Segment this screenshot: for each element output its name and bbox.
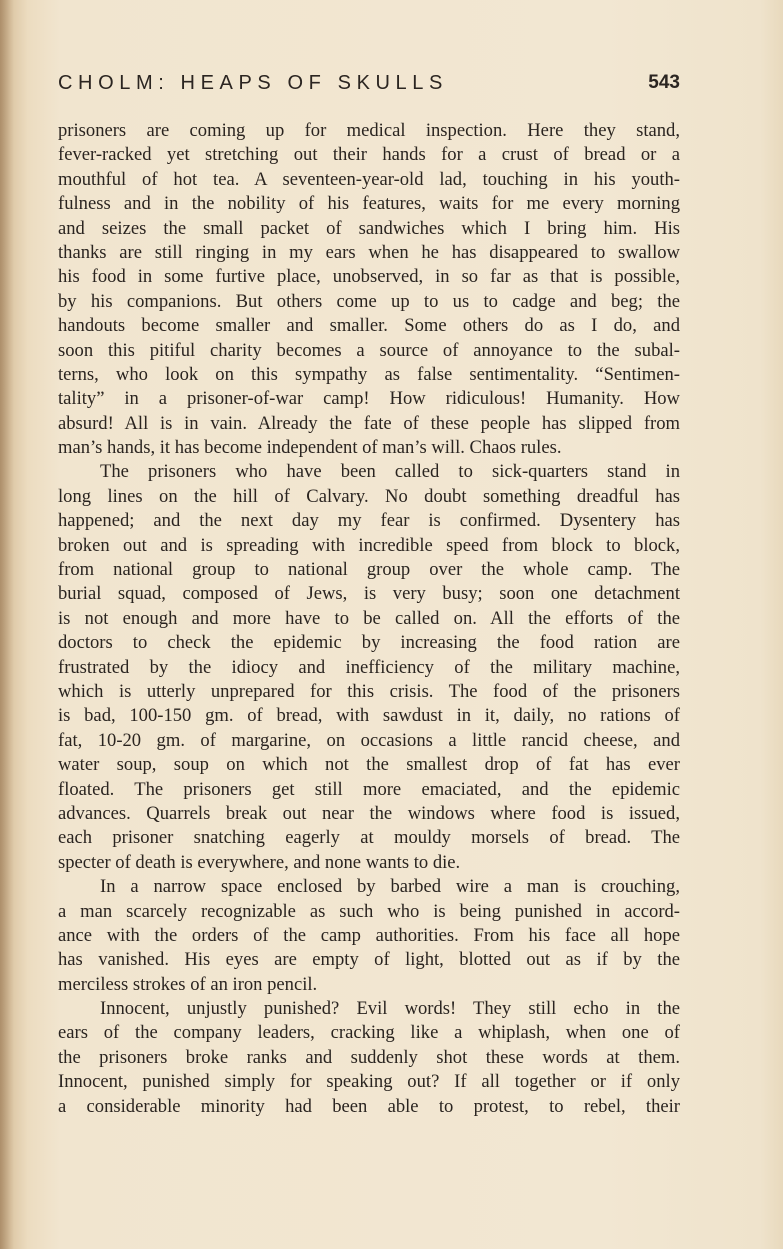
text-line: happened; and the next day my fear is confirmed. Dysentery has [58,510,680,532]
body-text [58,119,680,1119]
text-line: thanks are still ringing in my ears when he has disappeared to swallow [58,241,680,263]
text-line: mouthful of hot tea. A seventeen-year-old lad, touching in his youth- [58,168,680,190]
text-line: his food in some furtive place, unobserved, in so far as that is possible, [58,266,680,288]
text-line: fat, 10-20 gm. of margarine, on occasions a little rancid cheese, and [58,729,680,751]
text-line: long lines on the hill of Calvary. No doubt something dreadful has [58,485,680,507]
text-line: is bad, 100-150 gm. of bread, with sawdust in it, daily, no rations of [58,705,680,727]
text-line: burial squad, composed of Jews, is very busy; soon one detachment [58,583,680,605]
spine-shadow [0,0,14,1249]
text-line: has vanished. His eyes are empty of light, blotted out as if by the [58,949,680,971]
text-line: handouts become smaller and smaller. Some others do as I do, and [58,315,680,337]
text-line: by his companions. But others come up to us to cadge and beg; the [58,290,680,312]
text-line: from national group to national group over the whole camp. The [58,559,680,581]
text-line: fulness and in the nobility of his features, waits for me every morning [58,193,680,215]
text-line: a man scarcely recognizable as such who is being punished in accord- [58,900,680,922]
paragraph-first-line: The prisoners who have been called to sick-quarters stand in [100,461,680,483]
text-line: advances. Quarrels break out near the windows where food is issued, [58,802,680,824]
text-line: ance with the orders of the camp authorities. From his face all hope [58,924,680,946]
text-line: and seizes the small packet of sandwiches which I bring him. His [58,217,680,239]
text-line: which is utterly unprepared for this crisis. The food of the prisoners [58,680,680,702]
text-line: Innocent, punished simply for speaking out? If all together or if only [58,1071,680,1093]
paragraph-first-line: Innocent, unjustly punished? Evil words! They still echo in the [100,998,680,1020]
text-line: fever-racked yet stretching out their hands for a crust of bread or a [58,144,680,166]
text-line: the prisoners broke ranks and suddenly shot these words at them. [58,1046,680,1068]
text-line: soon this pitiful charity becomes a source of annoyance to the subal- [58,339,680,361]
paragraph-last-line: specter of death is everywhere, and none wants to die. [58,851,461,873]
text-line: a considerable minority had been able to protest, to rebel, their [58,1095,680,1117]
text-line: tality” in a prisoner-of-war camp! How ridiculous! Humanity. How [58,388,680,410]
text-line: is not enough and more have to be called on. All the efforts of the [58,607,680,629]
paragraph-last-line: merciless strokes of an iron pencil. [58,973,318,995]
text-line: water soup, soup on which not the smallest drop of fat has ever [58,754,680,776]
text-line: floated. The prisoners get still more emaciated, and the epidemic [58,778,680,800]
text-line: doctors to check the epidemic by increasing the food ration are [58,632,680,654]
page-header [58,72,680,100]
text-line: broken out and is spreading with incredible speed from block to block, [58,534,680,556]
text-line: ears of the company leaders, cracking like a whiplash, when one of [58,1022,680,1044]
page-number: 543 [648,72,680,93]
text-line: terns, who look on this sympathy as false sentimentality. “Sentimen- [58,363,680,385]
text-line: frustrated by the idiocy and inefficiency of the military machine, [58,656,680,678]
text-line: prisoners are coming up for medical inspection. Here they stand, [58,120,680,141]
text-line: absurd! All is in vain. Already the fate of these people has slipped from [58,412,680,434]
paragraph-first-line: In a narrow space enclosed by barbed wire a man is crouching, [100,876,680,898]
running-head: CHOLM: HEAPS OF SKULLS [58,72,448,94]
text-line: each prisoner snatching eagerly at mouldy morsels of bread. The [58,827,680,849]
paragraph-last-line: man’s hands, it has become independent of man’s will. Chaos rules. [58,437,562,459]
